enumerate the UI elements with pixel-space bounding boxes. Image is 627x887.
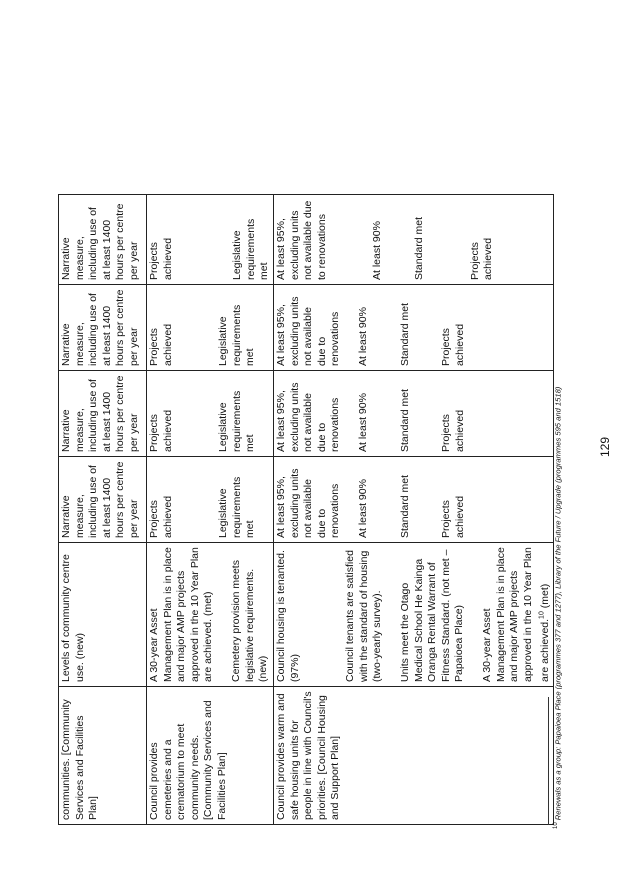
measure-item: Cemetery provision meets legislative requirements. (new) [229, 560, 270, 682]
table-row [59, 195, 147, 825]
measure-cell: Levels of community centre use. (new) [59, 543, 147, 687]
page-number: 129 [598, 436, 612, 457]
table-row [147, 195, 274, 825]
table-row [273, 195, 553, 825]
measure-item: Council housing is tenanted. (97%) [274, 550, 301, 682]
measure-item: A 30-year Asset Management Plan is in place and major AMP projects approved in the 10 Year Plan are achieved. (met) [148, 547, 215, 682]
footnote-divider [548, 697, 549, 825]
measure-item: A 30-year Asset Management Plan is in place and major AMP projects approved in the 10 Year Plan are achieved.$^{10}$ (met) [480, 547, 551, 682]
goal-cell: communities. [Community Services and Facilities Plan] [59, 687, 147, 825]
target-cell: Projects achieved Legislative requirements met [147, 371, 274, 457]
goal-cell: Council provides warm and safe housing units for people in line with Council's priorities. [Council Housing and Support Plan] [273, 687, 553, 825]
target-cell: Narrative measure, including use of at least 1400 hours per centre per year [59, 195, 147, 285]
footnote-marker: 10 [538, 611, 546, 619]
measure-cell [273, 543, 553, 687]
measure-item: Units meet the Otago Medical School He Kainga Oranga Rental Warrant of Fitness Standard. (not met – Papaioea Place) [398, 549, 466, 682]
footnote: $^{10}$ Renewals as a group: Papaioea Place (programmes 377 and 1277), Library of the Future / Upgrade (programmes 595 and 1518) [553, 386, 563, 829]
target-cell: Projects achieved Legislative requirements met [147, 457, 274, 543]
measure-item: Council tenants are satisfied with the standard of housing (two-yearly survey). [344, 550, 384, 682]
target-cell: Narrative measure, including use of at least 1400 hours per centre per year [59, 371, 147, 457]
target-cell: At least 95%, excluding units not available due to renovations At least 90% Standard met Projects achieved [273, 457, 553, 543]
measure-cell [147, 543, 274, 687]
target-cell: Projects achieved Legislative requirements met [147, 285, 274, 371]
target-cell: At least 95%, excluding units not available due to renovations At least 90% Standard met Projects achieved [273, 285, 553, 371]
target-cell: Narrative measure, including use of at least 1400 hours per centre per year [59, 457, 147, 543]
target-cell: Narrative measure, including use of at least 1400 hours per centre per year [59, 285, 147, 371]
goal-cell: Council provides cemeteries and a crematorium to meet community needs. [Community Services and Facilities Plan] [147, 687, 274, 825]
target-cell: Projects achieved Legislative requirements met [147, 195, 274, 285]
performance-measures-table [58, 194, 554, 825]
target-cell: At least 95%, excluding units not available due to renovations At least 90% Standard met Projects achieved [273, 371, 553, 457]
target-cell: At least 95%, excluding units not available due to renovations At least 90% Standard met Projects achieved [273, 195, 553, 285]
